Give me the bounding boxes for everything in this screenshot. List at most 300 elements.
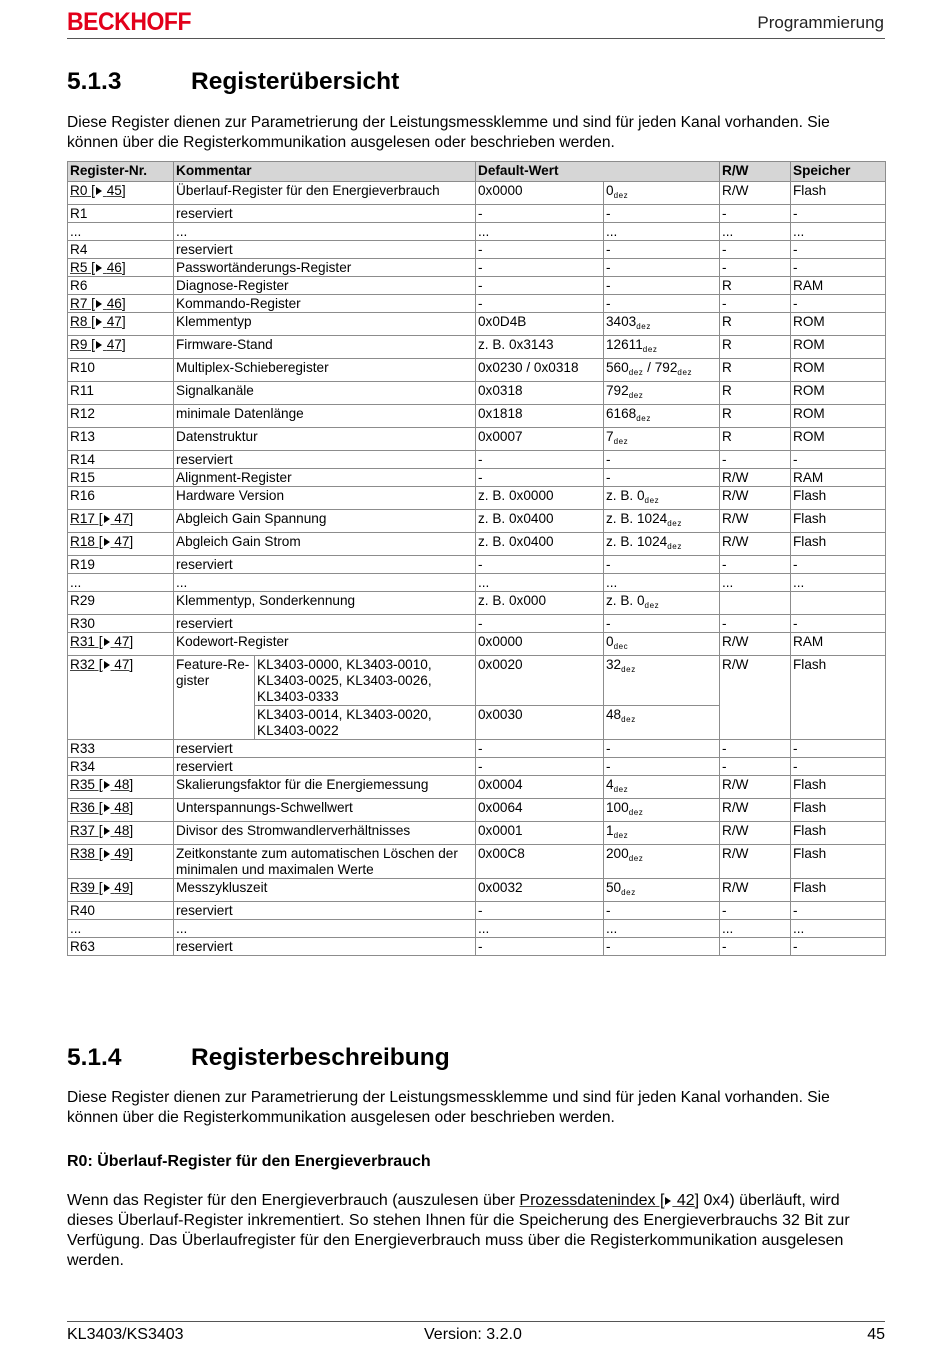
page-ref-icon <box>104 538 110 546</box>
cell-comment: reserviert <box>174 205 476 223</box>
page-ref-icon <box>96 187 102 195</box>
dec-value-2: / 792 <box>643 360 678 375</box>
section-title: Registerübersicht <box>191 68 400 95</box>
cell-default-dec <box>604 182 720 205</box>
beckhoff-logo: BECKHOFF <box>67 8 192 36</box>
cell-default-hex: - <box>476 615 604 633</box>
dec-value: - <box>606 260 611 275</box>
footer-version: Version: 3.2.0 <box>424 1326 522 1343</box>
cell-default-dec <box>604 487 720 510</box>
link-label: Prozessdatenindex [ <box>519 1192 665 1209</box>
cell-default-hex: 0x0032 <box>476 879 604 902</box>
cell-rw: R <box>720 405 791 428</box>
cell-default-hex: - <box>476 469 604 487</box>
register-number: R8 <box>70 314 88 329</box>
dec-value: 560 <box>606 360 629 375</box>
cell-default-dec <box>604 556 720 574</box>
dec-value: 100 <box>606 800 629 815</box>
cell-storage: Flash <box>791 799 886 822</box>
register-number: R7 <box>70 296 88 311</box>
register-page: 46 <box>106 260 122 275</box>
cell-default-dec <box>604 295 720 313</box>
cell-rw: - <box>720 938 791 956</box>
dec-value: 50 <box>606 880 622 895</box>
register-number: R11 <box>70 383 94 398</box>
cell-default-hex: ... <box>476 574 604 592</box>
cell-terminal-types: KL3403-0000, KL3403-0010, KL3403-0025, KL3403-0026, KL3403-0333 <box>255 656 476 706</box>
table-row <box>68 510 886 533</box>
cell-default-dec <box>604 920 720 938</box>
dec-value: - <box>606 903 611 918</box>
register-number: R10 <box>70 360 95 375</box>
dec-value: 3403 <box>606 314 637 329</box>
cell-default-hex: 0x0000 <box>476 633 604 656</box>
cell-default-dec <box>604 592 720 615</box>
cell-default-hex: - <box>476 758 604 776</box>
cell-comment: Hardware Version <box>174 487 476 510</box>
dec-value: 48 <box>606 707 622 722</box>
cell-default-dec <box>604 223 720 241</box>
cell-default-hex: - <box>476 241 604 259</box>
cell-rw <box>720 592 791 615</box>
cell-comment: reserviert <box>174 615 476 633</box>
dec-suffix: dez <box>628 854 644 863</box>
cell-comment: reserviert <box>174 740 476 758</box>
cell-storage: - <box>791 615 886 633</box>
cell-storage <box>791 592 886 615</box>
table-row <box>68 241 886 259</box>
cell-default-hex: 0x0007 <box>476 428 604 451</box>
cell-storage: ROM <box>791 405 886 428</box>
cell-register[interactable] <box>68 799 174 822</box>
r0-heading: R0: Überlauf-Register für den Energieverbrauch <box>67 1153 431 1170</box>
table-row <box>68 920 886 938</box>
cell-default-hex: - <box>476 205 604 223</box>
register-link[interactable]: R31 [ 47] <box>70 634 134 649</box>
cell-default-dec <box>604 451 720 469</box>
dec-value: - <box>606 206 611 221</box>
dec-value: 0 <box>606 183 614 198</box>
cell-rw: R/W <box>720 182 791 205</box>
col-header-register: Register-Nr. <box>68 162 174 182</box>
cell-rw: - <box>720 241 791 259</box>
page-ref-icon <box>104 884 110 892</box>
cell-comment: Multiplex-Schieberegister <box>174 359 476 382</box>
dec-value: ... <box>606 224 618 239</box>
dec-suffix: dec <box>613 642 629 651</box>
cell-default-dec <box>604 656 720 706</box>
register-number: R37 <box>70 823 95 838</box>
cell-register <box>68 241 174 259</box>
cell-rw: R/W <box>720 487 791 510</box>
cell-register[interactable] <box>68 533 174 556</box>
cell-rw: ... <box>720 574 791 592</box>
register-number: R63 <box>70 939 95 954</box>
cell-rw: R <box>720 277 791 295</box>
register-link[interactable]: R18 [ 47] <box>70 534 134 549</box>
table-row <box>68 359 886 382</box>
register-number: R9 <box>70 337 88 352</box>
page-ref-icon <box>96 318 102 326</box>
cell-comment: Abgleich Gain Spannung <box>174 510 476 533</box>
cell-comment: Passwortänderungs-Register <box>174 259 476 277</box>
dec-value: 1 <box>606 823 614 838</box>
cell-register <box>68 902 174 920</box>
cell-storage: ROM <box>791 313 886 336</box>
dec-value: - <box>606 296 611 311</box>
page-ref-icon <box>104 781 110 789</box>
cell-rw: - <box>720 902 791 920</box>
cell-storage: - <box>791 259 886 277</box>
cell-default-dec <box>604 313 720 336</box>
page-ref-icon <box>96 264 102 272</box>
register-number: R33 <box>70 741 95 756</box>
register-table <box>67 161 886 956</box>
register-link[interactable]: R8 [ 47] <box>70 314 126 329</box>
cell-comment: minimale Datenlänge <box>174 405 476 428</box>
dec-value: 792 <box>606 383 629 398</box>
cell-rw: R/W <box>720 845 791 879</box>
col-header-storage: Speicher <box>791 162 886 182</box>
register-page: 47 <box>114 634 130 649</box>
cell-default-hex: z. B. 0x3143 <box>476 336 604 359</box>
cell-default-hex: 0x0030 <box>476 706 604 740</box>
cell-storage: - <box>791 556 886 574</box>
cell-register[interactable] <box>68 336 174 359</box>
cell-default-hex: - <box>476 556 604 574</box>
cell-default-dec <box>604 879 720 902</box>
cell-register <box>68 205 174 223</box>
cell-storage: ROM <box>791 382 886 405</box>
register-link[interactable]: R36 [ 48] <box>70 800 134 815</box>
cell-default-hex: 0x0000 <box>476 182 604 205</box>
page-ref-icon <box>104 515 110 523</box>
dec-value: - <box>606 557 611 572</box>
register-link[interactable]: R7 [ 46] <box>70 296 126 311</box>
cell-register <box>68 487 174 510</box>
register-page: 47 <box>106 314 122 329</box>
header-section-title: Programmierung <box>757 13 884 32</box>
register-number: R5 <box>70 260 88 275</box>
cell-default-dec <box>604 428 720 451</box>
register-link[interactable]: R35 [ 48] <box>70 777 134 792</box>
register-number: R35 <box>70 777 95 792</box>
cell-storage: Flash <box>791 879 886 902</box>
cell-default-dec <box>604 241 720 259</box>
register-page: 49 <box>114 880 130 895</box>
cell-comment: Signalkanäle <box>174 382 476 405</box>
register-page: 47 <box>114 534 130 549</box>
cell-comment: reserviert <box>174 758 476 776</box>
table-row <box>68 313 886 336</box>
dec-suffix: dez <box>621 715 636 724</box>
register-number: R15 <box>70 470 95 485</box>
register-link[interactable]: R37 [ 48] <box>70 823 134 838</box>
cell-storage: - <box>791 740 886 758</box>
register-number: R13 <box>70 429 95 444</box>
dec-value: 6168 <box>606 406 637 421</box>
register-number: R31 <box>70 634 95 649</box>
dec-value: 0 <box>606 634 614 649</box>
table-row <box>68 902 886 920</box>
register-page: 48 <box>114 823 130 838</box>
page-ref-icon <box>104 850 110 858</box>
cell-storage: Flash <box>791 822 886 845</box>
section-intro: Diese Register dienen zur Parametrierung der Leistungsmessklemme und sind für jeden Kanal vorhanden. Sie können über die Registerkommunikation ausgelesen oder beschrieben werden. <box>67 114 830 151</box>
cell-register[interactable] <box>68 259 174 277</box>
table-row <box>68 533 886 556</box>
cell-register <box>68 277 174 295</box>
dec-suffix: dez <box>613 785 629 794</box>
dec-value: - <box>606 616 611 631</box>
cell-comment: Messzykluszeit <box>174 879 476 902</box>
table-row <box>68 223 886 241</box>
dec-suffix: dez <box>613 831 629 840</box>
cell-storage: RAM <box>791 469 886 487</box>
section-intro: Diese Register dienen zur Parametrierung der Leistungsmessklemme und sind für jeden Kanal vorhanden. Sie können über die Registerkommunikation ausgelesen oder beschrieben werden. <box>67 1089 830 1126</box>
cell-register <box>68 359 174 382</box>
table-row <box>68 938 886 956</box>
register-number: R36 <box>70 800 95 815</box>
register-number: R19 <box>70 557 95 572</box>
cell-storage: - <box>791 938 886 956</box>
cell-rw: - <box>720 758 791 776</box>
dec-suffix: dez <box>667 519 682 528</box>
cell-rw: R/W <box>720 776 791 799</box>
cell-rw: - <box>720 259 791 277</box>
cell-rw: R <box>720 336 791 359</box>
register-page: 45 <box>106 183 122 198</box>
register-link[interactable]: R38 [ 49] <box>70 846 134 861</box>
cell-default-hex: 0x00C8 <box>476 845 604 879</box>
page-ref-icon <box>96 300 102 308</box>
cell-default-hex: 0x0020 <box>476 656 604 706</box>
cell-comment: Divisor des Stromwandlerverhältnisses <box>174 822 476 845</box>
cell-register <box>68 592 174 615</box>
register-number: R6 <box>70 278 88 293</box>
cell-register <box>68 740 174 758</box>
cell-comment: Alignment-Register <box>174 469 476 487</box>
cell-storage: - <box>791 205 886 223</box>
cell-storage: Flash <box>791 182 886 205</box>
cell-default-dec <box>604 706 720 740</box>
dec-suffix: dez <box>644 601 660 610</box>
cell-storage: ROM <box>791 428 886 451</box>
register-link[interactable]: R17 [ 47] <box>70 511 134 526</box>
cell-register[interactable] <box>68 633 174 656</box>
cell-register <box>68 920 174 938</box>
cell-register <box>68 223 174 241</box>
table-row <box>68 845 886 879</box>
register-link[interactable]: R39 [ 49] <box>70 880 134 895</box>
table-row <box>68 656 886 706</box>
dec-value: 32 <box>606 657 622 672</box>
cell-register[interactable] <box>68 313 174 336</box>
dec-value: 4 <box>606 777 614 792</box>
cell-storage: Flash <box>791 533 886 556</box>
cell-default-hex: 0x0004 <box>476 776 604 799</box>
cell-comment: ... <box>174 574 476 592</box>
cell-rw: ... <box>720 920 791 938</box>
table-row <box>68 405 886 428</box>
cell-default-dec <box>604 510 720 533</box>
register-page: 46 <box>106 296 122 311</box>
table-row <box>68 615 886 633</box>
cell-default-dec <box>604 776 720 799</box>
cell-storage: - <box>791 758 886 776</box>
cell-storage: - <box>791 241 886 259</box>
cell-storage: - <box>791 295 886 313</box>
page-ref-icon <box>665 1197 671 1205</box>
page-ref-icon <box>104 827 110 835</box>
cell-register[interactable] <box>68 879 174 902</box>
dec-value: - <box>606 759 611 774</box>
page-ref-icon <box>104 804 110 812</box>
register-page: 47 <box>114 511 130 526</box>
table-row <box>68 574 886 592</box>
register-link[interactable]: R0 [ 45] <box>70 183 126 198</box>
table-row <box>68 487 886 510</box>
register-number: R34 <box>70 759 95 774</box>
cell-storage: RAM <box>791 633 886 656</box>
cell-default-hex: ... <box>476 920 604 938</box>
prozessdatenindex-link[interactable] <box>519 1192 699 1209</box>
cell-rw: R/W <box>720 799 791 822</box>
cell-register <box>68 574 174 592</box>
dec-value: ... <box>606 575 618 590</box>
dec-suffix: dez <box>636 322 651 331</box>
table-row <box>68 822 886 845</box>
cell-register[interactable] <box>68 776 174 799</box>
dec-suffix: dez <box>628 391 644 400</box>
cell-comment: reserviert <box>174 556 476 574</box>
cell-default-dec <box>604 533 720 556</box>
dec-suffix: dez <box>613 191 629 200</box>
dec-value: - <box>606 470 611 485</box>
dec-suffix-2: dez <box>677 368 693 377</box>
cell-default-dec <box>604 845 720 879</box>
cell-rw: R/W <box>720 879 791 902</box>
register-number: ... <box>70 224 82 239</box>
cell-default-hex: z. B. 0x0400 <box>476 533 604 556</box>
register-number: R14 <box>70 452 95 467</box>
cell-register[interactable] <box>68 845 174 879</box>
cell-default-dec <box>604 615 720 633</box>
cell-rw: R/W <box>720 469 791 487</box>
table-row <box>68 758 886 776</box>
dec-value: z. B. 1024 <box>606 534 668 549</box>
register-link[interactable]: R9 [ 47] <box>70 337 126 352</box>
dec-suffix: dez <box>667 542 682 551</box>
cell-default-hex: - <box>476 902 604 920</box>
cell-rw: R/W <box>720 656 791 740</box>
cell-comment: Diagnose-Register <box>174 277 476 295</box>
cell-default-dec <box>604 938 720 956</box>
table-row <box>68 336 886 359</box>
section-number: 5.1.4 <box>67 1044 122 1071</box>
cell-rw: - <box>720 556 791 574</box>
register-link[interactable]: R32 [ 47] <box>70 657 134 672</box>
cell-default-dec <box>604 205 720 223</box>
cell-comment: reserviert <box>174 938 476 956</box>
register-number: R30 <box>70 616 95 631</box>
dec-suffix: dez <box>621 665 636 674</box>
register-number: ... <box>70 921 82 936</box>
col-header-default: Default-Wert <box>476 162 720 182</box>
header-rule <box>67 38 885 39</box>
r0-text-before: Wenn das Register für den Energieverbrauch (auszulesen über <box>67 1192 520 1209</box>
cell-comment: Datenstruktur <box>174 428 476 451</box>
cell-storage: ... <box>791 920 886 938</box>
link-page: 42] <box>672 1192 700 1209</box>
register-number: R4 <box>70 242 88 257</box>
register-page: 48 <box>114 777 130 792</box>
cell-default-hex: z. B. 0x000 <box>476 592 604 615</box>
col-header-comment: Kommentar <box>174 162 476 182</box>
cell-default-hex: - <box>476 277 604 295</box>
cell-comment: Firmware-Stand <box>174 336 476 359</box>
cell-register <box>68 382 174 405</box>
cell-rw: R/W <box>720 822 791 845</box>
dec-suffix: dez <box>636 414 651 423</box>
register-number: R38 <box>70 846 95 861</box>
cell-register[interactable] <box>68 182 174 205</box>
cell-default-hex: z. B. 0x0000 <box>476 487 604 510</box>
register-number: R39 <box>70 880 95 895</box>
dec-suffix: dez <box>628 808 644 817</box>
cell-comment: Überlauf-Register für den Energieverbrauch <box>174 182 476 205</box>
cell-register[interactable] <box>68 295 174 313</box>
cell-comment: ... <box>174 223 476 241</box>
cell-default-dec <box>604 740 720 758</box>
cell-register <box>68 428 174 451</box>
cell-rw: - <box>720 615 791 633</box>
cell-storage: - <box>791 902 886 920</box>
dec-value: 12611 <box>606 337 643 352</box>
table-row <box>68 469 886 487</box>
cell-register[interactable] <box>68 510 174 533</box>
cell-storage: RAM <box>791 277 886 295</box>
cell-register[interactable] <box>68 656 174 740</box>
cell-default-dec <box>604 902 720 920</box>
cell-default-dec <box>604 277 720 295</box>
cell-default-hex: 0x1818 <box>476 405 604 428</box>
cell-register[interactable] <box>68 822 174 845</box>
register-page: 49 <box>114 846 130 861</box>
table-row <box>68 556 886 574</box>
register-number: R40 <box>70 903 95 918</box>
cell-default-hex: ... <box>476 223 604 241</box>
cell-terminal-types: KL3403-0014, KL3403-0020, KL3403-0022 <box>255 706 476 740</box>
dec-value: z. B. 1024 <box>606 511 668 526</box>
r0-description <box>67 1191 885 1271</box>
cell-default-hex: 0x0064 <box>476 799 604 822</box>
dec-suffix: dez <box>644 496 660 505</box>
cell-comment: Klemmentyp <box>174 313 476 336</box>
dec-value: ... <box>606 921 618 936</box>
cell-rw: R <box>720 359 791 382</box>
cell-rw: R <box>720 428 791 451</box>
table-row <box>68 259 886 277</box>
cell-default-hex: 0x0D4B <box>476 313 604 336</box>
cell-default-dec <box>604 822 720 845</box>
cell-storage: ROM <box>791 336 886 359</box>
table-row <box>68 428 886 451</box>
register-link[interactable]: R5 [ 46] <box>70 260 126 275</box>
cell-comment: Feature-Re-gister <box>174 656 255 740</box>
cell-storage: Flash <box>791 510 886 533</box>
register-number: ... <box>70 575 82 590</box>
